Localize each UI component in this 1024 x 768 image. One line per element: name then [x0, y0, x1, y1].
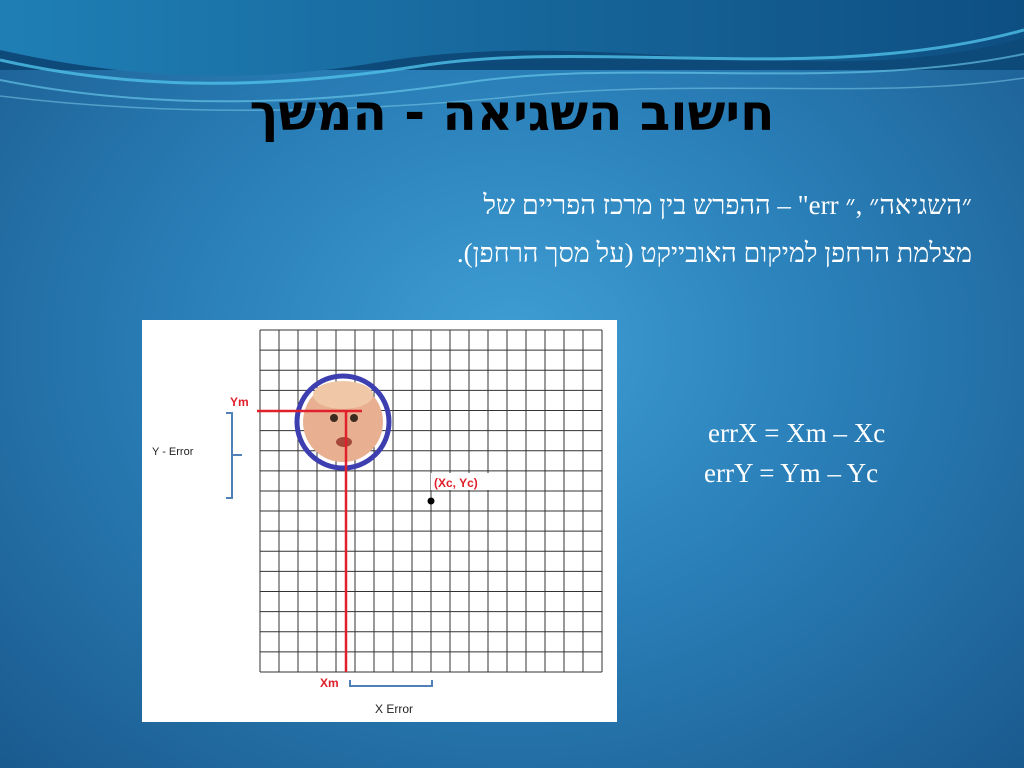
y-error-label: Y - Error — [152, 446, 194, 458]
ym-label: Ym — [230, 395, 249, 409]
formula-err-x: errX = Xm – Xc — [708, 418, 886, 448]
face-mouth — [336, 437, 352, 447]
y-error-bracket — [226, 413, 232, 498]
formula-err-y: errY = Ym – Yc — [704, 458, 879, 488]
x-error-bracket — [350, 680, 432, 686]
center-label: (Xc, Yc) — [434, 476, 478, 490]
body-text-line-1: ״השגיאה״ ,״ err" – ההפרש בין מרכז הפריים של — [483, 190, 972, 220]
face-eye-right — [350, 414, 358, 422]
xm-label: Xm — [320, 676, 339, 690]
frame-center-point — [428, 498, 435, 505]
slide-title: חישוב השגיאה - המשך — [249, 84, 775, 142]
error-grid-diagram — [142, 320, 617, 722]
x-error-label: X Error — [375, 702, 414, 716]
body-text-line-2: מצלמת הרחפן למיקום האובייקט (על מסך הרחפן). — [456, 238, 972, 268]
grid-diagram-svg — [142, 320, 617, 722]
face-forehead — [313, 381, 373, 409]
face-eye-left — [330, 414, 338, 422]
face-target — [297, 376, 389, 468]
